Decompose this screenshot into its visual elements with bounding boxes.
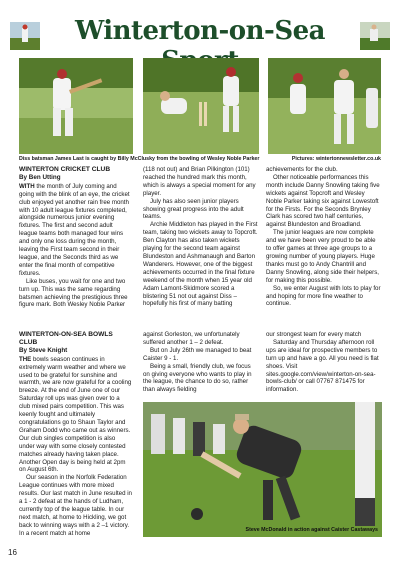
bowls-paragraph: But on July 26th we managed to beat Caister 9 - 1.	[143, 346, 252, 362]
cricket-paragraph	[19, 183, 132, 278]
bowls-paragraph: Our season in the Norfolk Federation League continues with more mixed results. Our last match in June resulted in a 1 - 2 defeat at the hands of Ludham, currently top of the league table. In our next match, at home to Hickling, we got back to winning ways with a 2 –1 victory. In a recent match at home	[19, 474, 132, 537]
cricket-photo-catch	[143, 58, 259, 154]
cricket-paragraph: The junior leagues are now complete and we have been very proud to be able to offer games at three age groups to a growing number of young players. Huge thanks must go to Andy Chantrill and Danny Snowling, along side their helpers, for making this possible.	[266, 229, 379, 284]
bowls-photo-caption: Steve McDonald in action against Caister Castaways	[245, 527, 378, 533]
cricket-column-2	[143, 166, 258, 308]
bowls-column-1	[19, 331, 132, 538]
cricket-paragraph: So, we enter August with lots to play for and hoping for more fine weather to continue.	[266, 284, 381, 308]
page-header	[8, 14, 392, 58]
cricket-column-3	[266, 166, 382, 308]
cricket-paragraph: Archie Middleton has played in the First team, taking two wickets away to Topcroft. Ben Clayton has also taken wickets playing for the second team against Blundeston and Ashmanaugh and Barton Wanderers. However, one of the biggest achievements occurred in the final fixture weekend of the month when 15 year old Adam Lamont-Skidmore scored a blistering 51 not out against Diss – hopefully his first of many batting	[143, 221, 258, 308]
cricket-paragraph: Like buses, you wait for one and two turn up. This was the same regarding batsmen achieving the prestigious three figure mark. Both Wesley Noble Parker	[19, 277, 128, 309]
cricket-photo-strip	[19, 58, 381, 154]
bowls-paragraph-text: bowls season continues in extremely warm weather and where we used to be grateful for sunshine and warmth, we are now grateful for a cooling breeze. At the end of June one of our Saturday roll ups was given over to a club mixed pairs competition. This was keenly fought and ultimately congratulations go to Shaun Taylor and Graham Dodd who came out as winners. Our club singles competition is also under way with some closely contested matches already having taken place. Another Open day is being held at 2pm on August 6th.	[19, 355, 132, 474]
cricket-paragraph: July has also seen junior players showing great progress into the adult teams.	[143, 197, 244, 221]
bowls-column-2	[143, 331, 258, 394]
cricket-heading: WINTERTON CRICKET CLUB	[19, 166, 111, 173]
bowls-byline: By Steve Knight	[19, 346, 68, 354]
bowls-lead-word: THE	[19, 355, 32, 363]
cricket-photo-fielders	[268, 58, 381, 154]
bowls-paragraph: against Gorleston, we unfortunately suffered another 1 – 2 defeat.	[143, 331, 240, 346]
header-bowls-thumbnail	[360, 22, 390, 50]
cricket-photo-batsman	[19, 58, 133, 154]
cricket-byline: By Ben Utting	[19, 173, 61, 181]
bowls-paragraph: Saturday and Thursday afternoon roll ups are ideal for prospective members to turn up and have a go. All you need is flat shoes. Visit sites.google.com/view/winterton-on-sea-bowls-club/ or call 07767 871475 for information.	[266, 338, 379, 394]
page-title: Winterton-on-Sea	[74, 16, 326, 46]
bowls-heading: WINTERTON-ON-SEA BOWLS CLUB	[19, 331, 113, 346]
cricket-column-1	[19, 166, 132, 309]
photo-caption-text: Diss batsman James Last is caught by Billy McClusky from the bowling of Wesley Noble Parker	[19, 156, 260, 162]
cricket-paragraph: achievements for the club.	[266, 166, 338, 173]
cricket-photo-caption	[19, 156, 381, 165]
bowls-paragraph: our strongest team for every match	[266, 331, 362, 338]
cricket-lead-word: WITH	[19, 182, 35, 190]
bowls-column-3	[266, 331, 382, 394]
cricket-paragraph: (118 not out) and Brian Pilkington (101) reached the hundred mark this month, which is always a special moment for any player.	[143, 166, 256, 197]
page-number: 16	[8, 548, 17, 557]
bowls-photo	[143, 402, 382, 537]
photo-credit: Pictures: wintertonnewsletter.co.uk	[291, 156, 381, 162]
cricket-paragraph-text: the month of July coming and going with the blink of an eye, the cricket club enjoyed yet another rain free month with 10 adult league fixtures completed, alongside numerous junior evening fixtures. The first and second adult league teams both managed four wins and only one loss during the month, leaving the First team second in their league, and the Seconds third as we enter the final month of competitive fixtures.	[19, 182, 130, 277]
bowls-paragraph	[19, 356, 132, 475]
header-cricket-thumbnail	[10, 22, 40, 50]
cricket-paragraph: Other noticeable performances this month include Danny Snowling taking five wickets against Topcroft and Wesley Noble Parker taking six against Lowestoft for the Firsts. For the Seconds Brynley Clark has scored two half centuries, against Blundeston and Broadland.	[266, 173, 380, 229]
bowls-paragraph: Being a small, friendly club, we focus on giving everyone who wants to play in the league, the chance to do so, rather than always fielding	[143, 362, 252, 394]
